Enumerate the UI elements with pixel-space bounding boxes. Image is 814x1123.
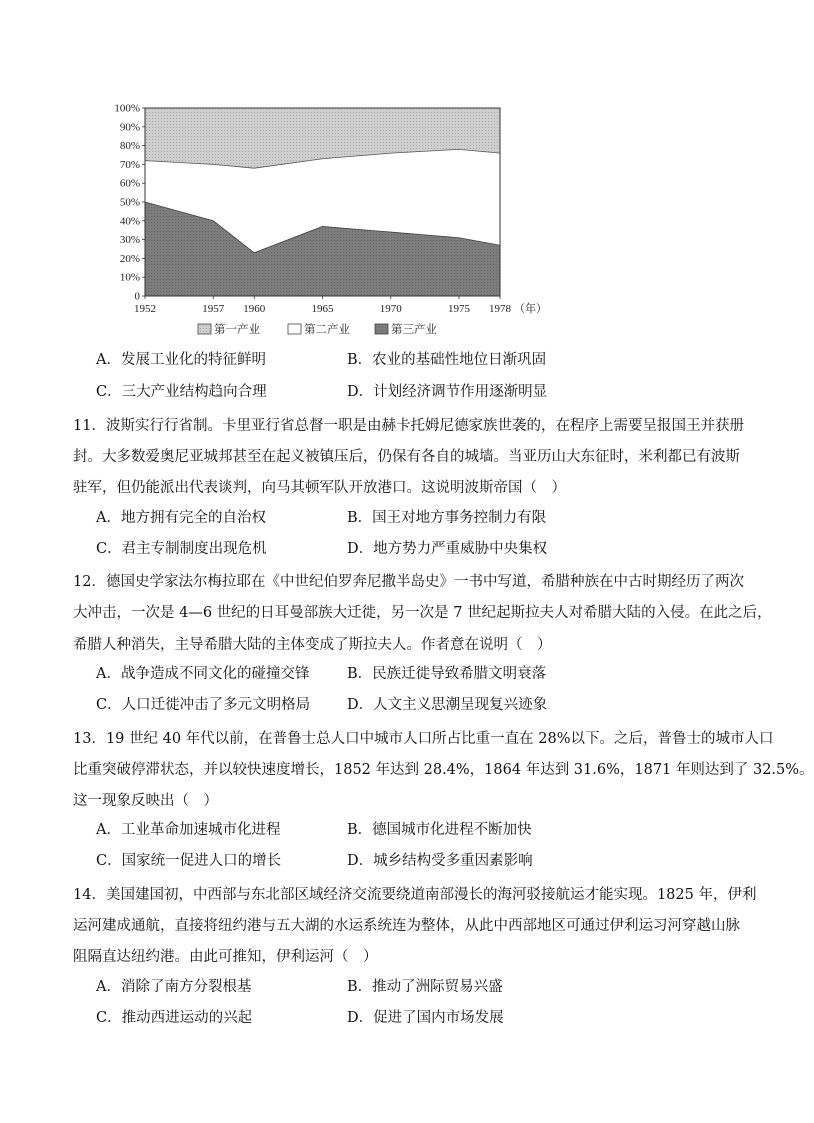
x-unit-label: （年） <box>514 303 547 315</box>
q12-option-b[interactable]: B．民族迁徙导致希腊文明衰落 <box>347 666 547 682</box>
x-tick-label: 1960 <box>243 303 266 315</box>
q11-option-d[interactable]: D．地方势力严重威胁中央集权 <box>347 541 548 557</box>
q14-stem-line-3: 阻隔直达纽约港。由此可推知，伊利运河（ ） <box>73 949 378 965</box>
x-tick-label: 1970 <box>379 303 402 315</box>
q11-stem-line-1: 11．波斯实行行省制。卡里亚行省总督一职是由赫卡托姆尼德家族世袭的，在程序上需要呈报国王并获册 <box>73 418 744 434</box>
x-tick-label: 1957 <box>202 303 225 315</box>
y-tick-label: 40% <box>119 215 140 228</box>
q10-option-b[interactable]: B．农业的基础性地位日渐巩固 <box>347 352 547 368</box>
q11-stem-line-3: 驻军，但仍能派出代表谈判，向马其顿军队开放港口。这说明波斯帝国（ ） <box>73 480 566 496</box>
y-tick-label: 10% <box>119 271 140 284</box>
y-tick-label: 80% <box>119 140 140 153</box>
q14-option-a[interactable]: A．消除了南方分裂根基 <box>96 979 252 995</box>
y-tick-label: 30% <box>119 234 140 247</box>
q10-option-c[interactable]: C．三大产业结构趋向合理 <box>96 384 267 400</box>
q13-stem-line-3: 这一现象反映出（ ） <box>73 793 218 809</box>
y-tick-label: 100% <box>114 102 140 115</box>
q12-stem-line-1: 12．德国史学家法尔梅拉耶在《中世纪伯罗奔尼撒半岛史》一书中写道，希腊种族在中古时期经历了两次 <box>73 574 744 590</box>
q12-stem-line-3: 希腊人种消失，主导希腊大陆的主体变成了斯拉夫人。作者意在说明（ ） <box>73 637 552 653</box>
q14-option-b[interactable]: B．推动了洲际贸易兴盛 <box>347 979 503 995</box>
q13-stem-line-2: 比重突破停滞状态，并以较快速度增长，1852 年达到 28.4%，1864 年达到 31.6%，1871 年则达到了 32.5%。 <box>73 762 814 778</box>
q13-option-d[interactable]: D．城乡结构受多重因素影响 <box>347 853 533 869</box>
q11-option-a[interactable]: A．地方拥有完全的自治权 <box>96 510 266 526</box>
legend-swatch <box>375 324 388 334</box>
q14-option-d[interactable]: D．促进了国内市场发展 <box>347 1010 504 1026</box>
q14-option-c[interactable]: C．推动西进运动的兴起 <box>96 1010 253 1026</box>
q14-stem-line-1: 14．美国建国初，中西部与东北部区域经济交流要绕道南部漫长的海河驳接航运才能实现。1825 年，伊利 <box>73 887 757 903</box>
legend-label: 第二产业 <box>304 322 350 336</box>
y-tick-label: 70% <box>119 158 140 171</box>
legend-label: 第一产业 <box>214 322 260 336</box>
y-tick-label: 60% <box>119 177 140 190</box>
q12-option-d[interactable]: D．人文主义思潮呈现复兴迹象 <box>347 697 548 713</box>
q12-option-c[interactable]: C．人口迁徙冲击了多元文明格局 <box>96 697 311 713</box>
q13-option-a[interactable]: A．工业革命加速城市化进程 <box>96 822 281 838</box>
q12-stem-line-2: 大冲击，一次是 4—6 世纪的日耳曼部族大迁徙，另一次是 7 世纪起斯拉夫人对希腊大陆的入侵。在此之后， <box>73 605 772 621</box>
q13-stem-line-1: 13．19 世纪 40 年代以前，在普鲁士总人口中城市人口所占比重一直在 28%以下。之后，普鲁士的城市人口 <box>73 731 774 747</box>
q11-option-b[interactable]: B．国王对地方事务控制力有限 <box>347 510 547 526</box>
plot-area <box>145 108 500 296</box>
q14-stem-line-2: 运河建成通航，直接将纽约港与五大湖的水运系统连为整体，从此中西部地区可通过伊利运习河穿越山脉 <box>73 918 740 934</box>
x-tick-label: 1978 <box>489 303 511 315</box>
legend <box>198 322 437 336</box>
y-axis <box>114 103 145 303</box>
q11-stem-line-2: 封。大多数爱奥尼亚城邦甚至在起义被镇压后，仍保有各自的城墙。当亚历山大东征时，米利都已有波斯 <box>73 449 740 465</box>
y-tick-label: 0 <box>134 290 140 303</box>
industry-structure-chart <box>100 96 547 346</box>
q10-option-a[interactable]: A．发展工业化的特征鲜明 <box>96 352 266 368</box>
legend-swatch <box>288 324 301 334</box>
y-tick-label: 50% <box>119 196 140 209</box>
q10-option-d[interactable]: D．计划经济调节作用逐渐明显 <box>347 384 548 400</box>
x-tick-label: 1952 <box>134 303 156 315</box>
x-tick-label: 1975 <box>448 303 471 315</box>
y-tick-label: 90% <box>119 121 140 134</box>
y-tick-label: 20% <box>119 252 140 265</box>
legend-label: 第三产业 <box>391 322 437 336</box>
legend-swatch <box>198 324 211 334</box>
q12-option-a[interactable]: A．战争造成不同文化的碰撞交锋 <box>96 666 310 682</box>
q13-option-b[interactable]: B．德国城市化进程不断加快 <box>347 822 532 838</box>
q13-option-c[interactable]: C．国家统一促进人口的增长 <box>96 853 282 869</box>
q11-option-c[interactable]: C．君主专制制度出现危机 <box>96 541 267 557</box>
x-axis <box>134 296 547 315</box>
x-tick-label: 1965 <box>311 303 334 315</box>
